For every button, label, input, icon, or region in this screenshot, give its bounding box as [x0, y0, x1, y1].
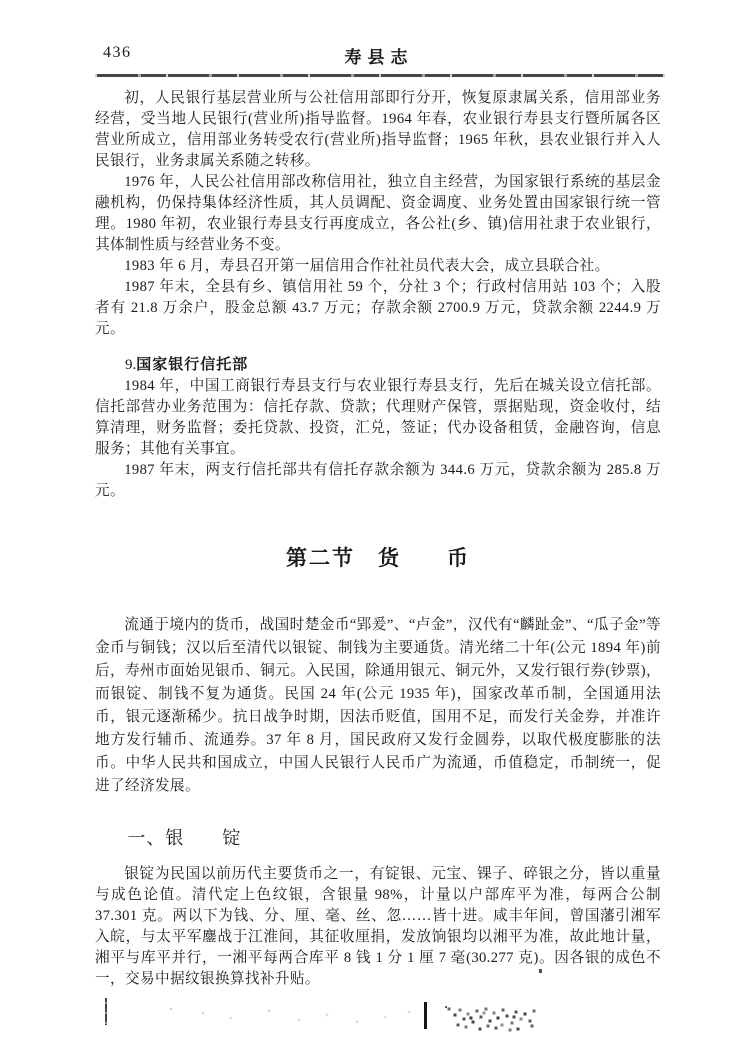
subsection-heading-trust-dept	[95, 354, 661, 376]
paragraph-trust-1: 1984 年，中国工商银行寿县支行与农业银行寿县支行，先后在城关设立信托部。信托部营办业务范围为：信托存款、贷款；代理财产保管，票据贴现，资金收付，结算清理，财务监督；委托贷款、投资，汇兑，签证；代办设备租赁，金融咨询，信息服务；其他有关事宜。	[95, 378, 661, 457]
section-title-currency: 第二节 货 币	[286, 546, 470, 570]
page-header	[95, 42, 663, 66]
page-body	[95, 88, 661, 990]
scan-artifact-left-tick	[105, 998, 107, 1025]
paragraph-silver-ingot: 银锭为民国以前历代主要货币之一，有锭银、元宝、锞子、碎银之分，皆以重量与成色论值。清代定上色纹银，含银量 98%，计量以户部库平为准，每两合公制 37.301 克。两以下为钱、分、厘、毫、丝、忽……皆十进。咸丰年间，曾国藩引湘军入皖，与太平军鏖战于江淮间，其征收厘捐，发放饷银均以湘平为准，故此地计量，湘平与库平并行，一湘平每两合库平 8 钱 1 分 1 厘 7 毫(30.277 克)。因各银的成色不一，交易中据纹银换算找补升贴。	[95, 866, 661, 987]
paragraph-credit-coop-1: 初，人民银行基层营业所与公社信用部即行分开，恢复原隶属关系，信用部业务经营，受当地人民银行(营业所)指导监督。1964 年春，农业银行寿县支行暨所属各区营业所成立，信用部业务转受农行(营业所)指导监督；1965 年秋，县农业银行并入人民银行，业务隶属关系随之转移。	[95, 90, 661, 169]
paragraph-credit-coop-3: 1983 年 6 月，寿县召开第一届信用合作社社员代表大会，成立县联合社。	[124, 258, 610, 274]
paragraph-currency-intro: 流通于境内的货币，战国时楚金币“郢爰”、“卢金”，汉代有“麟趾金”、“瓜子金”等金币与铜钱；汉以后至清代以银锭、制钱为主要通货。清光绪二十年(公元 1894 年)前后，寿州市面始见银币、铜元。入民国，除通用银元、铜元外，又发行银行券(钞票)，而银锭、制钱不复为通货。民国 24 年(公元 1935 年)，国家改革币制，全国通用法币，银元逐渐稀少。抗日战争时期，因法币贬值，国用不足，而发行关金券，并准许地方发行辅币、流通券。37 年 8 月，国民政府又发行金圆券，以取代极度膨胀的法币。中华人民共和国成立，中国人民银行人民币广为流通，币值稳定，币制统一，促进了经济发展。	[95, 617, 661, 794]
subsection-heading-silver-ingot: 一、银 锭	[127, 828, 242, 848]
paragraph-credit-coop-2: 1976 年，人民公社信用部改称信用社，独立自主经营，为国家银行系统的基层金融机构，仍保持集体经济性质，其人员调配、资金调度、业务处置由国家银行统一管理。1980 年初，农业银行寿县支行再度成立，各公社(乡、镇)信用社隶于农业银行，其体制性质与经营业务不变。	[95, 174, 661, 253]
scan-artifact-faint-smudges	[170, 1008, 172, 1010]
header-rule	[95, 74, 665, 77]
scan-artifact-speck	[539, 969, 542, 973]
scan-artifact-vertical-bar	[424, 1002, 427, 1029]
page-number: 436	[103, 44, 132, 61]
paragraph-trust-2: 1987 年末，两支行信托部共有信托存款余额为 344.6 万元，贷款余额为 285.8 万元。	[95, 462, 661, 499]
paragraph-credit-coop-4: 1987 年末，全县有乡、镇信用社 59 个，分社 3 个；行政村信用站 103 个；入股者有 21.8 万余户，股金总额 43.7 万元；存款余额 2700.9 万元，贷款余额 2244.9 万元。	[95, 279, 661, 337]
book-title: 寿县志	[344, 48, 414, 67]
subsection-number: 9.	[125, 357, 137, 373]
subsection-title: 国家银行信托部	[136, 356, 249, 373]
scan-artifact-noise-cluster	[445, 1006, 447, 1008]
